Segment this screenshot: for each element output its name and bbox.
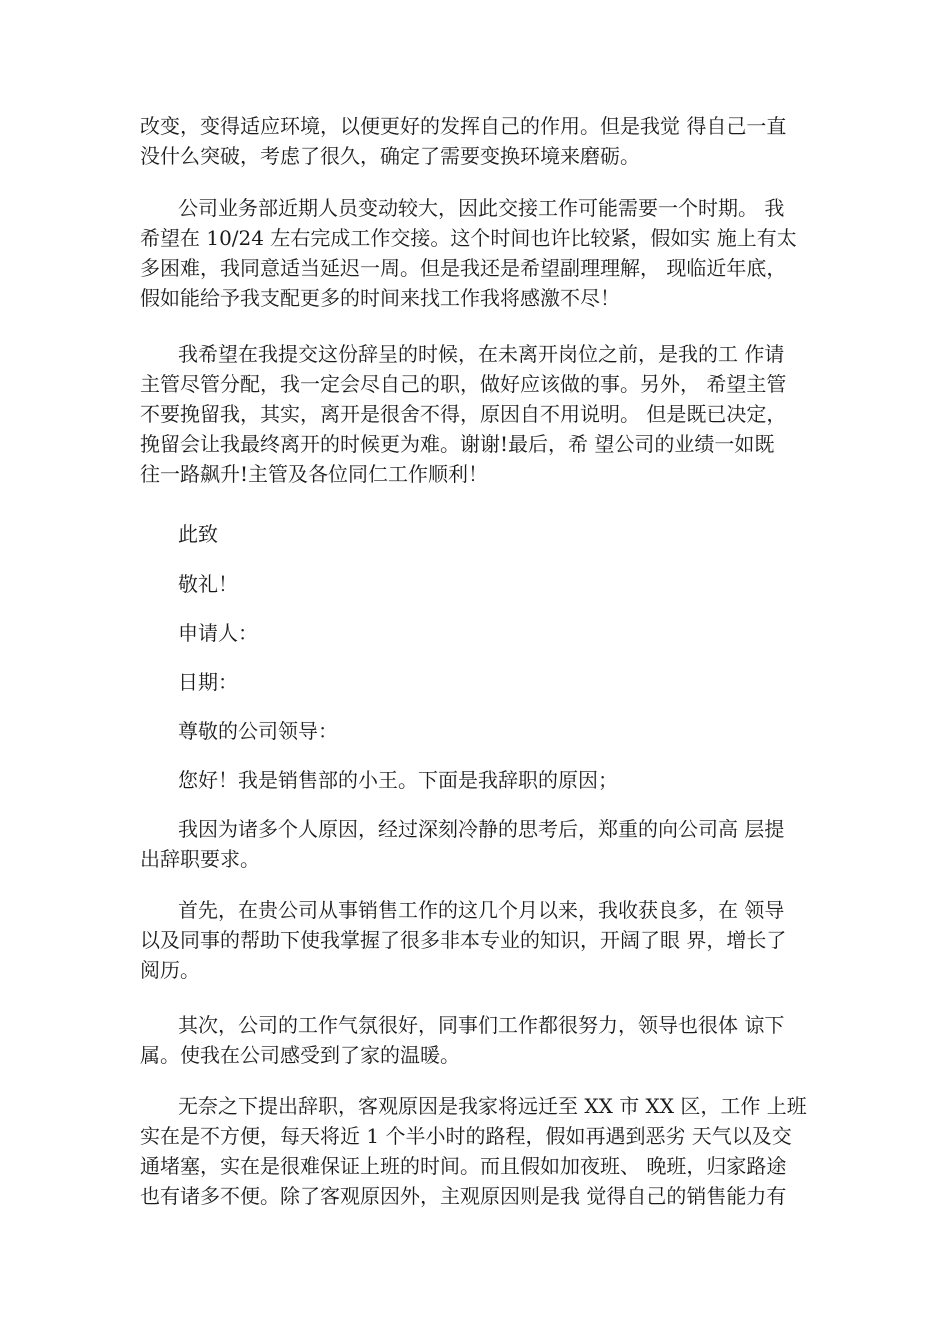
text-line: 日期： [178, 670, 238, 694]
text-line: 假如能给予我支配更多的时间来找工作我将感激不尽！ [140, 286, 620, 310]
text-line: 实在是不方便，每天将近 1 个半小时的路程，假如再遇到恶劣 天气以及交 [140, 1124, 792, 1148]
paragraph [140, 1010, 840, 1070]
text-line: 改变，变得适应环境，以便更好的发挥自己的作用。但是我觉 得自己一直 [140, 114, 787, 138]
text-line: 主管尽管分配，我一定会尽自己的职，做好应该做的事。另外， 希望主管 [140, 372, 787, 396]
closing-regards [140, 569, 840, 599]
text-line: 首先，在贵公司从事销售工作的这几个月以来，我收获良多，在 领导 [178, 898, 785, 922]
text-line: 多困难，我同意适当延迟一周。但是我还是希望副理理解， 现临近年底， [140, 256, 787, 280]
text-line: 您好！我是销售部的小王。下面是我辞职的原因； [178, 768, 618, 792]
text-line: 不要挽留我，其实，离开是很舍不得，原因自不用说明。 但是既已决定， [140, 402, 787, 426]
date-line [140, 667, 840, 697]
paragraph [140, 193, 840, 313]
applicant-line [140, 618, 840, 648]
text-line: 此致 [178, 522, 218, 546]
paragraph [140, 1091, 840, 1211]
text-line: 公司业务部近期人员变动较大，因此交接工作可能需要一个时期。 我 [178, 196, 785, 220]
text-line: 无奈之下提出辞职，客观原因是我家将远迁至 XX 市 XX 区，工作 上班 [178, 1094, 807, 1118]
paragraph [140, 814, 840, 874]
text-line: 出辞职要求。 [140, 847, 260, 871]
text-line: 没什么突破，考虑了很久，确定了需要变换环境来磨砺。 [140, 144, 640, 168]
intro-line [140, 765, 840, 795]
text-line: 我因为诸多个人原因，经过深刻冷静的思考后，郑重的向公司高 层提 [178, 817, 785, 841]
text-line: 通堵塞，实在是很难保证上班的时间。而且假如加夜班、 晚班，归家路途 [140, 1154, 787, 1178]
text-line: 希望在 10/24 左右完成工作交接。这个时间也许比较紧，假如实 施上有太 [140, 226, 797, 250]
paragraph [140, 339, 840, 489]
text-line: 我希望在我提交这份辞呈的时候，在未离开岗位之前，是我的工 作请 [178, 342, 785, 366]
text-line: 敬礼！ [178, 572, 238, 596]
text-line: 申请人： [178, 621, 258, 645]
paragraph [140, 895, 840, 985]
text-line: 阅历。 [140, 958, 200, 982]
text-line: 往一路飙升!主管及各位同仁工作顺利！ [140, 462, 489, 486]
text-line: 尊敬的公司领导： [178, 719, 338, 743]
text-line: 挽留会让我最终离开的时候更为难。谢谢!最后，希 望公司的业绩一如既 [140, 432, 775, 456]
text-line: 其次，公司的工作气氛很好，同事们工作都很努力，领导也很体 谅下 [178, 1013, 785, 1037]
paragraph [140, 111, 840, 171]
closing-salutation [140, 519, 840, 549]
text-line: 以及同事的帮助下使我掌握了很多非本专业的知识，开阔了眼 界，增长了 [140, 928, 787, 952]
greeting-line [140, 716, 840, 746]
text-line: 也有诸多不便。除了客观原因外，主观原因则是我 觉得自己的销售能力有 [140, 1184, 787, 1208]
text-line: 属。使我在公司感受到了家的温暖。 [140, 1043, 460, 1067]
